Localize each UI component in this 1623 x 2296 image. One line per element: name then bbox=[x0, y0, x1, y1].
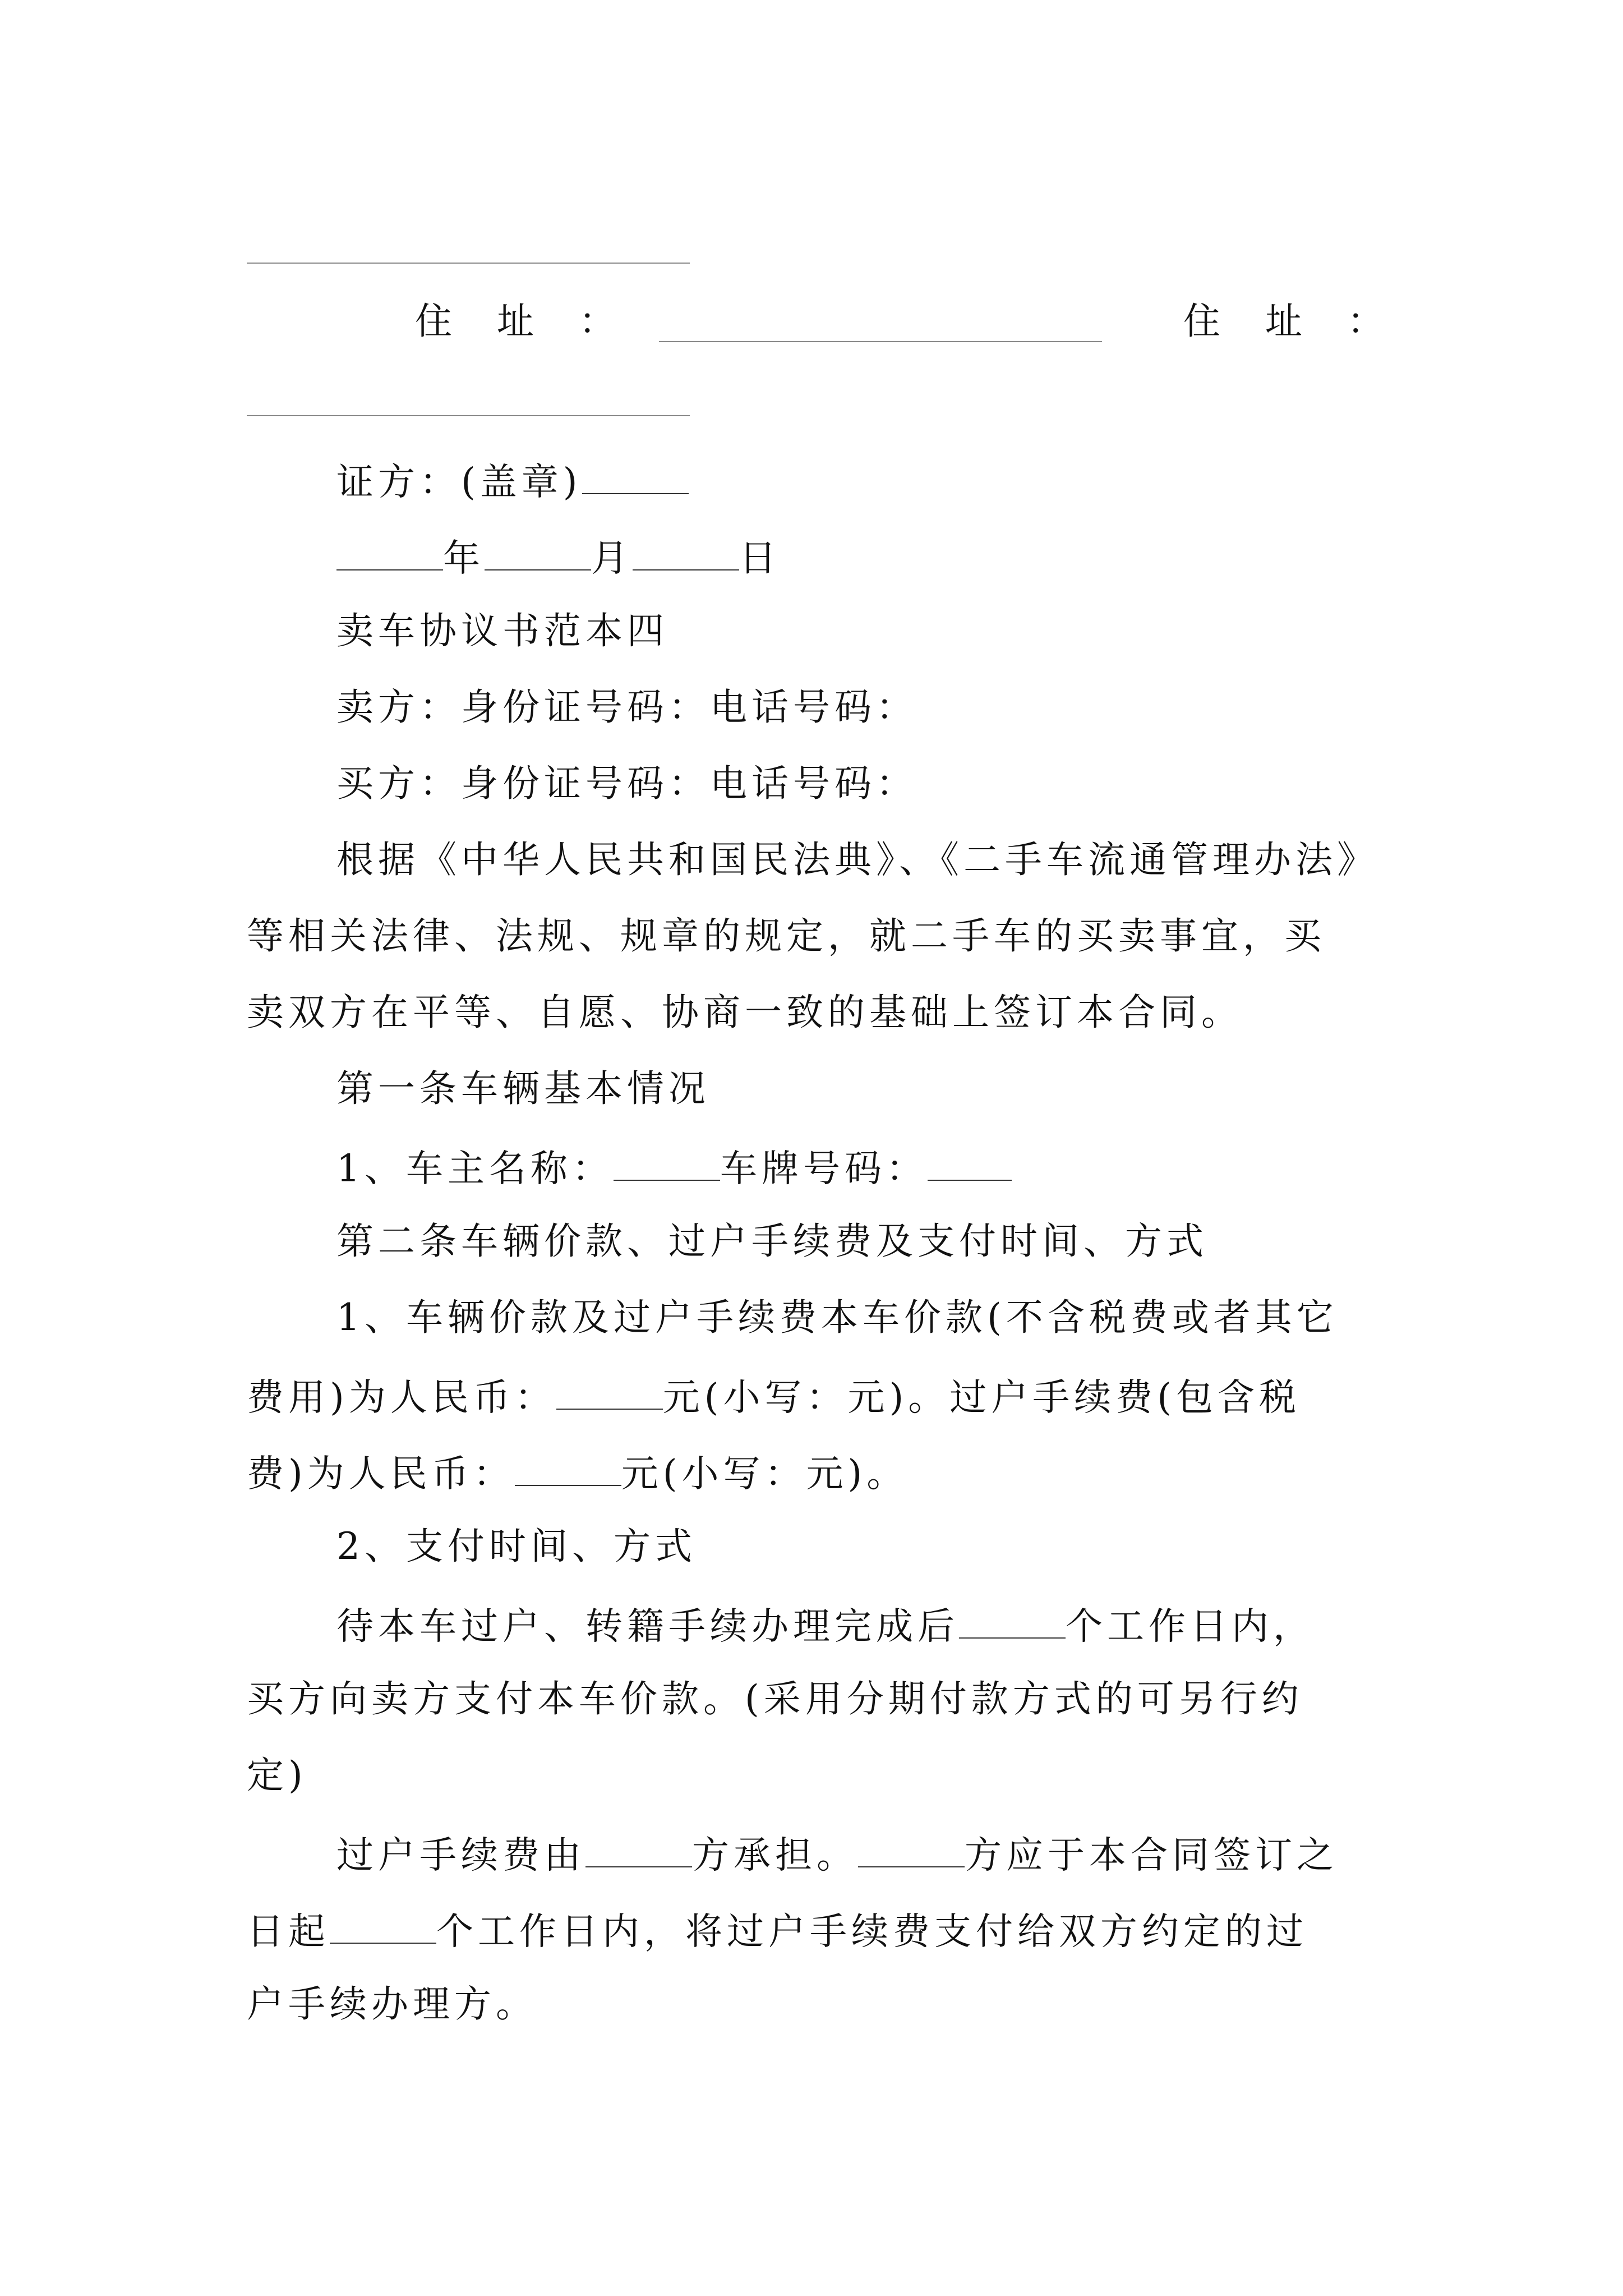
text-segment: 过户手续费由 bbox=[336, 1833, 585, 1877]
article2-item2-title: 2、支付时间、方式 bbox=[336, 1525, 697, 1568]
addr-char: ： bbox=[579, 300, 616, 343]
left-address-label bbox=[415, 300, 616, 343]
date-line bbox=[336, 536, 1481, 580]
text-segment: 待本车过户、转籍手续办理完成后 bbox=[336, 1604, 959, 1648]
seller-line: 卖方：身份证号码：电话号码： bbox=[336, 685, 917, 729]
year-label: 年 bbox=[443, 536, 485, 580]
text-segment: 元(小写：元)。过户手续费(包含税 bbox=[662, 1375, 1301, 1419]
fee-line-1 bbox=[336, 1833, 1481, 1877]
article2-item1-line2 bbox=[247, 1375, 1391, 1419]
plate-number-label: 车牌号码： bbox=[720, 1147, 928, 1190]
preamble-line-2: 等相关法律、法规、规章的规定，就二手车的买卖事宜，买 bbox=[247, 914, 1326, 958]
payment-line-3: 定) bbox=[247, 1754, 307, 1797]
text-segment: 方承担。 bbox=[692, 1833, 858, 1877]
blank bbox=[556, 1375, 663, 1410]
text-segment: 日起 bbox=[247, 1910, 330, 1953]
month-blank bbox=[485, 536, 591, 570]
text-segment: 费用)为人民币： bbox=[247, 1375, 556, 1419]
article2-item1-line3 bbox=[247, 1452, 1391, 1496]
blank bbox=[582, 460, 689, 494]
blank bbox=[928, 1147, 1012, 1181]
agreement-title: 卖车协议书范本四 bbox=[336, 609, 668, 652]
text-segment: 方应于本合同签订之 bbox=[965, 1833, 1338, 1877]
article2-title: 第二条车辆价款、过户手续费及支付时间、方式 bbox=[336, 1220, 1208, 1263]
text-segment: 个工作日内， bbox=[1066, 1604, 1315, 1648]
blank bbox=[585, 1833, 692, 1867]
witness-label: 证方：(盖章) bbox=[336, 460, 582, 504]
text-segment: 元(小写：元)。 bbox=[621, 1452, 909, 1496]
fee-line-2 bbox=[247, 1910, 1391, 1953]
blank bbox=[959, 1604, 1066, 1639]
right-address-label bbox=[1183, 300, 1384, 343]
text-segment: 费)为人民币： bbox=[247, 1452, 515, 1496]
left-address-blank bbox=[659, 341, 1102, 342]
addr-char: ： bbox=[1347, 300, 1384, 343]
buyer-line: 买方：身份证号码：电话号码： bbox=[336, 762, 917, 805]
payment-line-2: 买方向卖方支付本车价款。(采用分期付款方式的可另行约 bbox=[247, 1677, 1303, 1720]
top-blank-line bbox=[247, 263, 690, 264]
text-segment: 个工作日内，将过户手续费支付给双方约定的过 bbox=[436, 1910, 1308, 1953]
article1-title: 第一条车辆基本情况 bbox=[336, 1067, 710, 1110]
addr-char: 址 bbox=[1265, 300, 1302, 343]
blank bbox=[515, 1452, 621, 1486]
addr-char: 住 bbox=[1183, 300, 1220, 343]
blank bbox=[614, 1147, 720, 1181]
payment-line-1 bbox=[336, 1604, 1481, 1648]
preamble-line-3: 卖双方在平等、自愿、协商一致的基础上签订本合同。 bbox=[247, 991, 1243, 1034]
blank bbox=[330, 1910, 436, 1944]
witness-line bbox=[336, 460, 1481, 504]
blank bbox=[858, 1833, 965, 1867]
year-blank bbox=[336, 536, 443, 570]
article2-item1-line1: 1、车辆价款及过户手续费本车价款(不含税费或者其它 bbox=[336, 1296, 1338, 1339]
addr-char: 住 bbox=[415, 300, 452, 343]
fee-line-3: 户手续办理方。 bbox=[247, 1982, 537, 2026]
article1-item1 bbox=[336, 1147, 1481, 1190]
owner-name-label: 1、车主名称： bbox=[336, 1147, 614, 1190]
day-blank bbox=[633, 536, 739, 570]
preamble-line-1: 根据《中华人民共和国民法典》、《二手车流通管理办法》 bbox=[336, 838, 1378, 881]
day-label: 日 bbox=[739, 536, 781, 580]
addr-char: 址 bbox=[497, 300, 534, 343]
right-address-blank bbox=[247, 415, 690, 416]
month-label: 月 bbox=[591, 536, 633, 580]
